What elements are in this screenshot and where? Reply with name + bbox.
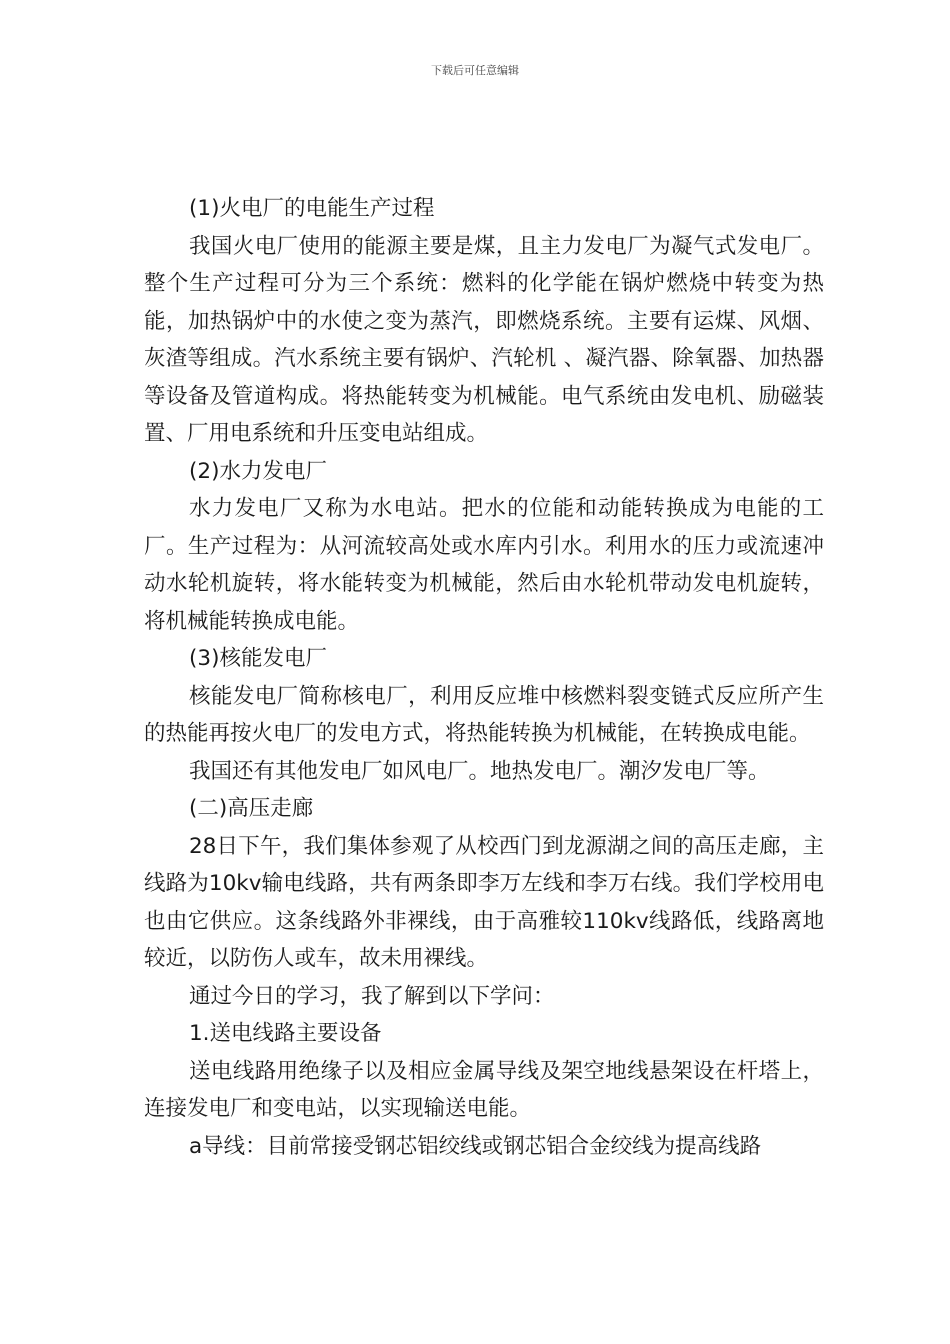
paragraph-other-plants: 我国还有其他发电厂如风电厂。地热发电厂。潮汐发电厂等。	[189, 758, 770, 784]
page-header: 下载后可任意编辑	[431, 64, 519, 77]
paragraph-learnings-intro: 通过今日的学习，我了解到以下学问：	[189, 983, 555, 1009]
paragraph-conductor: a导线：目前常接受钢芯铝绞线或钢芯铝合金绞线为提高线路	[189, 1133, 762, 1159]
heading-thermal-plant: (1)火电厂的电能生产过程	[189, 196, 435, 221]
heading-high-voltage-corridor: (二)高压走廊	[189, 796, 314, 821]
document-body	[144, 190, 824, 1165]
heading-nuclear-plant: (3)核能发电厂	[189, 646, 327, 671]
heading-line-equipment: 1.送电线路主要设备	[189, 1021, 382, 1046]
paragraph-hydro-plant: 水力发电厂又称为水电站。把水的位能和动能转换成为电能的工厂。生产过程为：从河流较高处或水库内引水。利用水的压力或流速冲动水轮机旋转，将水能转变为机械能，然后由水轮机带动发电机旋转，将机械能转换成电能。	[144, 496, 824, 634]
paragraph-thermal-plant: 我国火电厂使用的能源主要是煤，且主力发电厂为凝气式发电厂。整个生产过程可分为三个系统：燃料的化学能在锅炉燃烧中转变为热能，加热锅炉中的水使之变为蒸汽，即燃烧系统。主要有运煤、风烟、灰渣等组成。汽水系统主要有锅炉、汽轮机 、凝汽器、除氧器、加热器等设备及管道构成。将热能转变为机械能。电气系统由发电机、励磁装置、厂用电系统和升压变电站组成。	[144, 233, 824, 446]
heading-hydro-plant: (2)水力发电厂	[189, 458, 327, 484]
paragraph-line-equipment: 送电线路用绝缘子以及相应金属导线及架空地线悬架设在杆塔上，连接发电厂和变电站，以实现输送电能。	[144, 1058, 824, 1121]
paragraph-high-voltage-corridor: 28日下午，我们集体参观了从校西门到龙源湖之间的高压走廊，主线路为10kv输电线路，共有两条即李万左线和李万右线。我们学校用电也由它供应。这条线路外非裸线，由于高雅较110kv线路低，线路离地较近，以防伤人或车，故未用裸线。	[144, 833, 824, 971]
paragraph-nuclear-plant: 核能发电厂简称核电厂，利用反应堆中核燃料裂变链式反应所产生的热能再按火电厂的发电方式，将热能转换为机械能，在转换成电能。	[144, 683, 824, 746]
